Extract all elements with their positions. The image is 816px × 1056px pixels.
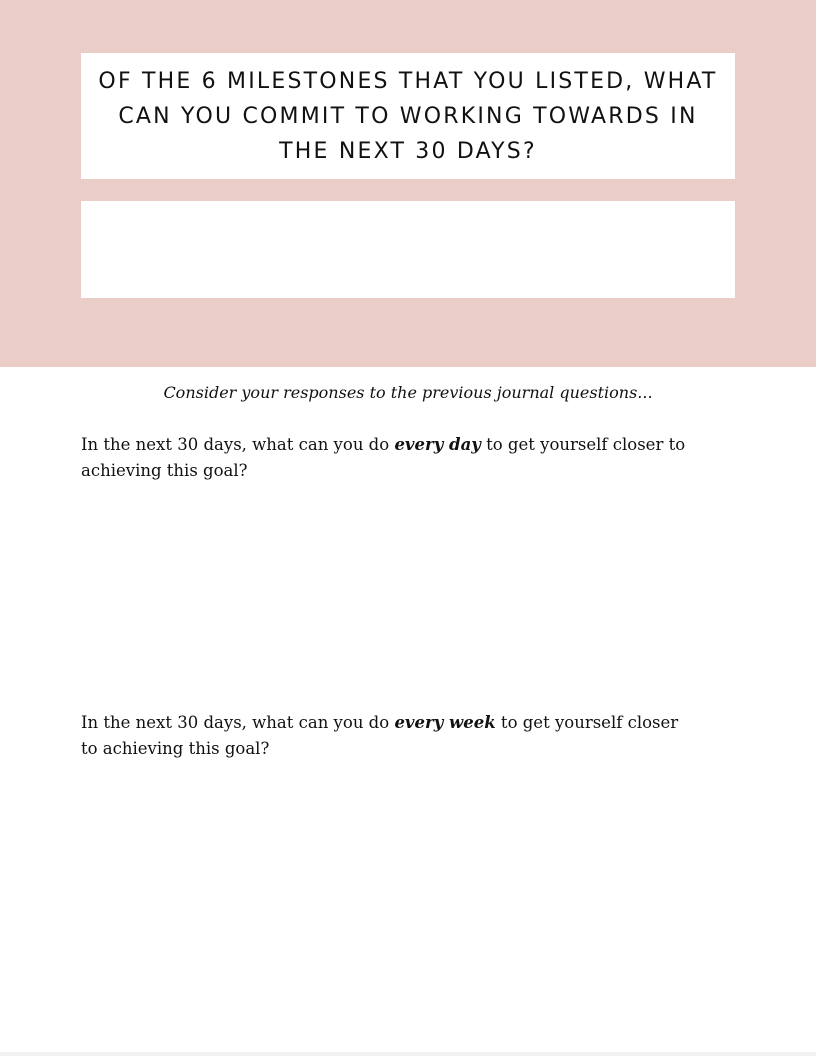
page-title: OF THE 6 MILESTONES THAT YOU LISTED, WHAT CAN YOU COMMIT TO WORKING TOWARDS IN THE NEXT 30 DAYS? — [98, 68, 718, 164]
question-prefix: In the next 30 days, what can you do — [81, 713, 395, 732]
intro-instruction: Consider your responses to the previous journal questions... — [163, 383, 653, 402]
question-emphasis: every week — [394, 713, 496, 732]
question-suffix: to get yourself closer to achieving this goal? — [81, 713, 679, 758]
question-every-week — [81, 710, 691, 762]
title-box — [81, 53, 735, 179]
question-suffix: to get yourself closer to achieving this goal? — [81, 435, 686, 480]
header-band — [0, 0, 816, 367]
page-bottom-edge — [0, 1052, 816, 1056]
daily-answer-area[interactable] — [81, 490, 735, 700]
weekly-answer-area[interactable] — [81, 768, 735, 1038]
question-every-day — [81, 432, 691, 484]
question-prefix: In the next 30 days, what can you do — [81, 435, 395, 454]
question-emphasis: every day — [394, 435, 481, 454]
milestone-answer-box[interactable] — [81, 201, 735, 298]
